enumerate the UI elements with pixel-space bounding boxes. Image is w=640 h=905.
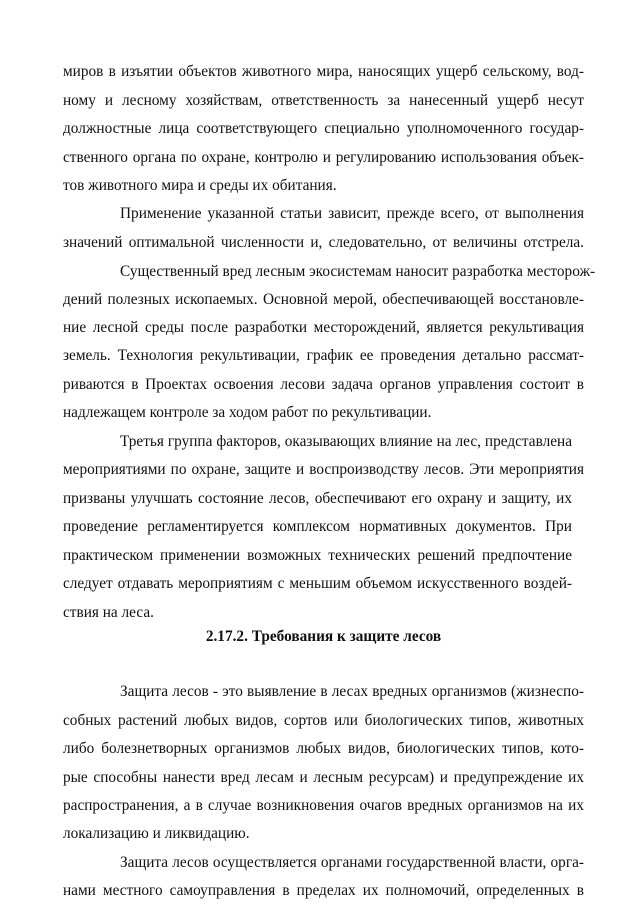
text-line: проведение регламентируется комплексом нормативных документов. При [63,518,572,535]
text-line: земель. Технология рекультивации, график ее проведения детально рассмат- [63,347,584,364]
text-line: рые способны нанести вред лесам и лесным ресурсам) и предупреждение их [63,769,584,786]
text-line: Применение указанной статьи зависит, прежде всего, от выполнения [120,205,584,222]
text-line: ному и лесному хозяйствам, ответственность за нанесенный ущерб несут [63,92,584,109]
text-line: Защита лесов - это выявление в лесах вредных организмов (жизнеспо- [120,683,584,700]
text-line: значений оптимальной численности и, следовательно, от величины отстрела. [63,234,584,251]
text-line: должностные лица соответствующего специально уполномоченного государ- [63,120,584,137]
text-line: ствия на леса. [63,604,154,621]
text-line: призваны улучшать состояние лесов, обеспечивают его охрану и защиту, их [63,490,572,507]
text-line: собных растений любых видов, сортов или биологических типов, животных [63,712,584,729]
text-line: практическом применении возможных технических решений предпочтение [63,547,572,564]
text-line: мероприятиями по охране, защите и воспроизводству лесов. Эти мероприятия [63,461,584,478]
text-line: локализацию и ликвидацию. [63,825,250,842]
text-line: ние лесной среды после разработки месторождений, является рекультивация [63,319,584,336]
section-heading: 2.17.2. Требования к защите лесов [205,628,442,645]
text-line: риваются в Проектах освоения лесови задача органов управления состоит в [63,376,584,393]
text-line: дений полезных ископаемых. Основной мерой, обеспечивающей восстановле- [63,291,584,308]
text-line: Защита лесов осуществляется органами государственной власти, орга- [120,854,584,871]
text-line: Третья группа факторов, оказывающих влияние на лес, представлена [120,433,572,450]
text-line: Существенный вред лесным экосистемам наносит разработка месторож- [120,263,596,280]
text-line: надлежащем контроле за ходом работ по рекультивации. [63,404,432,421]
text-line: либо болезнетворных организмов любых видов, биологических типов, кото- [63,740,584,757]
text-line: ственного органа по охране, контролю и регулированию использования объек- [63,149,584,166]
text-line: следует отдавать мероприятиям с меньшим объемом искусственного воздей- [63,575,572,592]
text-line: распространения, а в случае возникновения очагов вредных организмов на их [63,797,584,814]
text-line: миров в изъятии объектов животного мира, наносящих ущерб сельскому, вод- [63,63,584,80]
text-line: тов животного мира и среды их обитания. [63,177,337,194]
text-line: нами местного самоуправления в пределах их полномочий, определенных в [63,882,584,899]
